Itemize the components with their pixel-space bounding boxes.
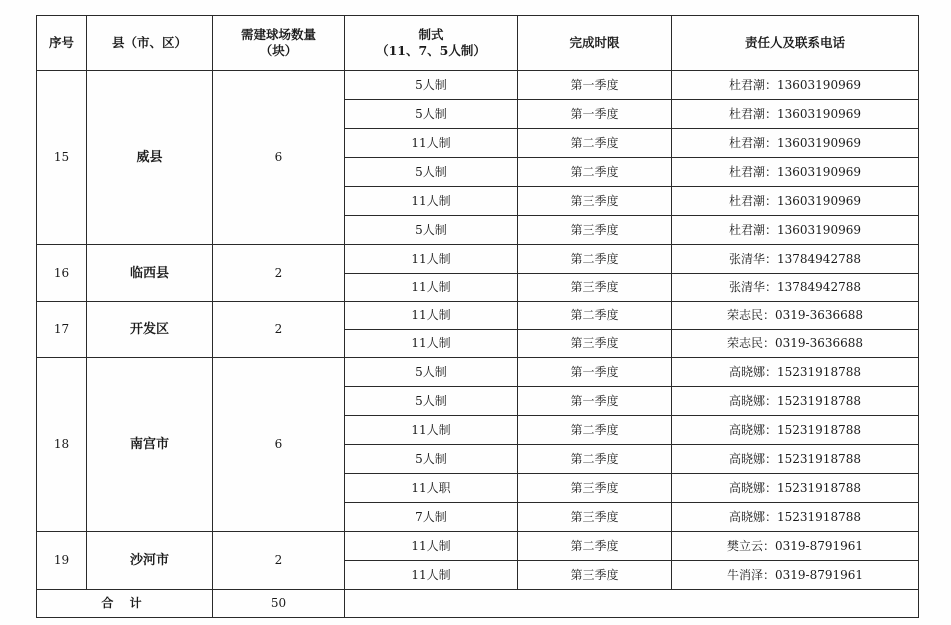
total-count: 50: [213, 590, 345, 618]
header-count: [213, 16, 345, 71]
county-cell: 南宫市: [87, 358, 213, 532]
format-cell: 5人制: [345, 158, 518, 187]
contact-cell: 杜君潮：13603190969: [672, 158, 919, 187]
count-cell: 2: [213, 532, 345, 590]
deadline-cell: 第一季度: [518, 358, 672, 387]
count-cell: 2: [213, 245, 345, 302]
contact-cell: 牛消泽：0319-8791961: [672, 561, 919, 590]
table-row: [37, 245, 919, 274]
deadline-cell: 第三季度: [518, 216, 672, 245]
format-cell: 11人职: [345, 474, 518, 503]
format-cell: 5人制: [345, 71, 518, 100]
count-cell: 2: [213, 302, 345, 358]
county-cell: 临西县: [87, 245, 213, 302]
contact-cell: 荣志民：0319-3636688: [672, 302, 919, 330]
total-row: [37, 590, 919, 618]
deadline-cell: 第二季度: [518, 245, 672, 274]
table-row: [37, 71, 919, 100]
seq-cell: 18: [37, 358, 87, 532]
contact-cell: 高晓娜：15231918788: [672, 416, 919, 445]
contact-cell: 樊立云：0319-8791961: [672, 532, 919, 561]
deadline-cell: 第三季度: [518, 561, 672, 590]
deadline-cell: 第三季度: [518, 187, 672, 216]
format-cell: 7人制: [345, 503, 518, 532]
contact-cell: 高晓娜：15231918788: [672, 503, 919, 532]
format-cell: 11人制: [345, 330, 518, 358]
deadline-cell: 第三季度: [518, 330, 672, 358]
count-cell: 6: [213, 358, 345, 532]
table-row: [37, 358, 919, 387]
format-cell: 5人制: [345, 387, 518, 416]
seq-cell: 17: [37, 302, 87, 358]
contact-cell: 荣志民：0319-3636688: [672, 330, 919, 358]
total-empty-cell: [345, 590, 919, 618]
seq-cell: 15: [37, 71, 87, 245]
header-seq: 序号: [37, 16, 87, 71]
format-cell: 11人制: [345, 532, 518, 561]
contact-cell: 高晓娜：15231918788: [672, 445, 919, 474]
table-body: [37, 71, 919, 618]
contact-cell: 张清华：13784942788: [672, 274, 919, 302]
deadline-cell: 第二季度: [518, 302, 672, 330]
format-cell: 11人制: [345, 129, 518, 158]
format-cell: 11人制: [345, 416, 518, 445]
contact-cell: 张清华：13784942788: [672, 245, 919, 274]
contact-cell: 杜君潮：13603190969: [672, 129, 919, 158]
format-cell: 5人制: [345, 100, 518, 129]
deadline-cell: 第一季度: [518, 100, 672, 129]
contact-cell: 高晓娜：15231918788: [672, 474, 919, 503]
header-format: [345, 16, 518, 71]
deadline-cell: 第二季度: [518, 158, 672, 187]
format-cell: 11人制: [345, 302, 518, 330]
county-cell: 威县: [87, 71, 213, 245]
format-cell: 11人制: [345, 245, 518, 274]
seq-cell: 19: [37, 532, 87, 590]
count-cell: 6: [213, 71, 345, 245]
format-cell: 11人制: [345, 274, 518, 302]
deadline-cell: 第三季度: [518, 474, 672, 503]
contact-cell: 高晓娜：15231918788: [672, 358, 919, 387]
seq-cell: 16: [37, 245, 87, 302]
deadline-cell: 第三季度: [518, 274, 672, 302]
format-cell: 5人制: [345, 358, 518, 387]
header-format-line2: （11、7、5人制）: [376, 43, 486, 58]
county-cell: 沙河市: [87, 532, 213, 590]
deadline-cell: 第二季度: [518, 532, 672, 561]
county-cell: 开发区: [87, 302, 213, 358]
header-deadline: 完成时限: [518, 16, 672, 71]
table-row: [37, 532, 919, 561]
contact-cell: 杜君潮：13603190969: [672, 187, 919, 216]
deadline-cell: 第一季度: [518, 387, 672, 416]
contact-cell: 杜君潮：13603190969: [672, 216, 919, 245]
header-row: [37, 16, 919, 71]
deadline-cell: 第三季度: [518, 503, 672, 532]
contact-cell: 杜君潮：13603190969: [672, 100, 919, 129]
deadline-cell: 第二季度: [518, 445, 672, 474]
deadline-cell: 第二季度: [518, 129, 672, 158]
header-format-line1: 制式: [418, 27, 444, 42]
header-count-line1: 需建球场数量: [240, 27, 316, 42]
format-cell: 5人制: [345, 445, 518, 474]
header-contact: 责任人及联系电话: [672, 16, 919, 71]
header-county: 县（市、区）: [87, 16, 213, 71]
stadium-plan-table: [36, 15, 919, 618]
format-cell: 5人制: [345, 216, 518, 245]
contact-cell: 杜君潮：13603190969: [672, 71, 919, 100]
table-row: [37, 302, 919, 330]
contact-cell: 高晓娜：15231918788: [672, 387, 919, 416]
deadline-cell: 第二季度: [518, 416, 672, 445]
format-cell: 11人制: [345, 561, 518, 590]
format-cell: 11人制: [345, 187, 518, 216]
header-count-line2: （块）: [259, 43, 298, 58]
deadline-cell: 第一季度: [518, 71, 672, 100]
total-label: 合 计: [37, 590, 213, 618]
